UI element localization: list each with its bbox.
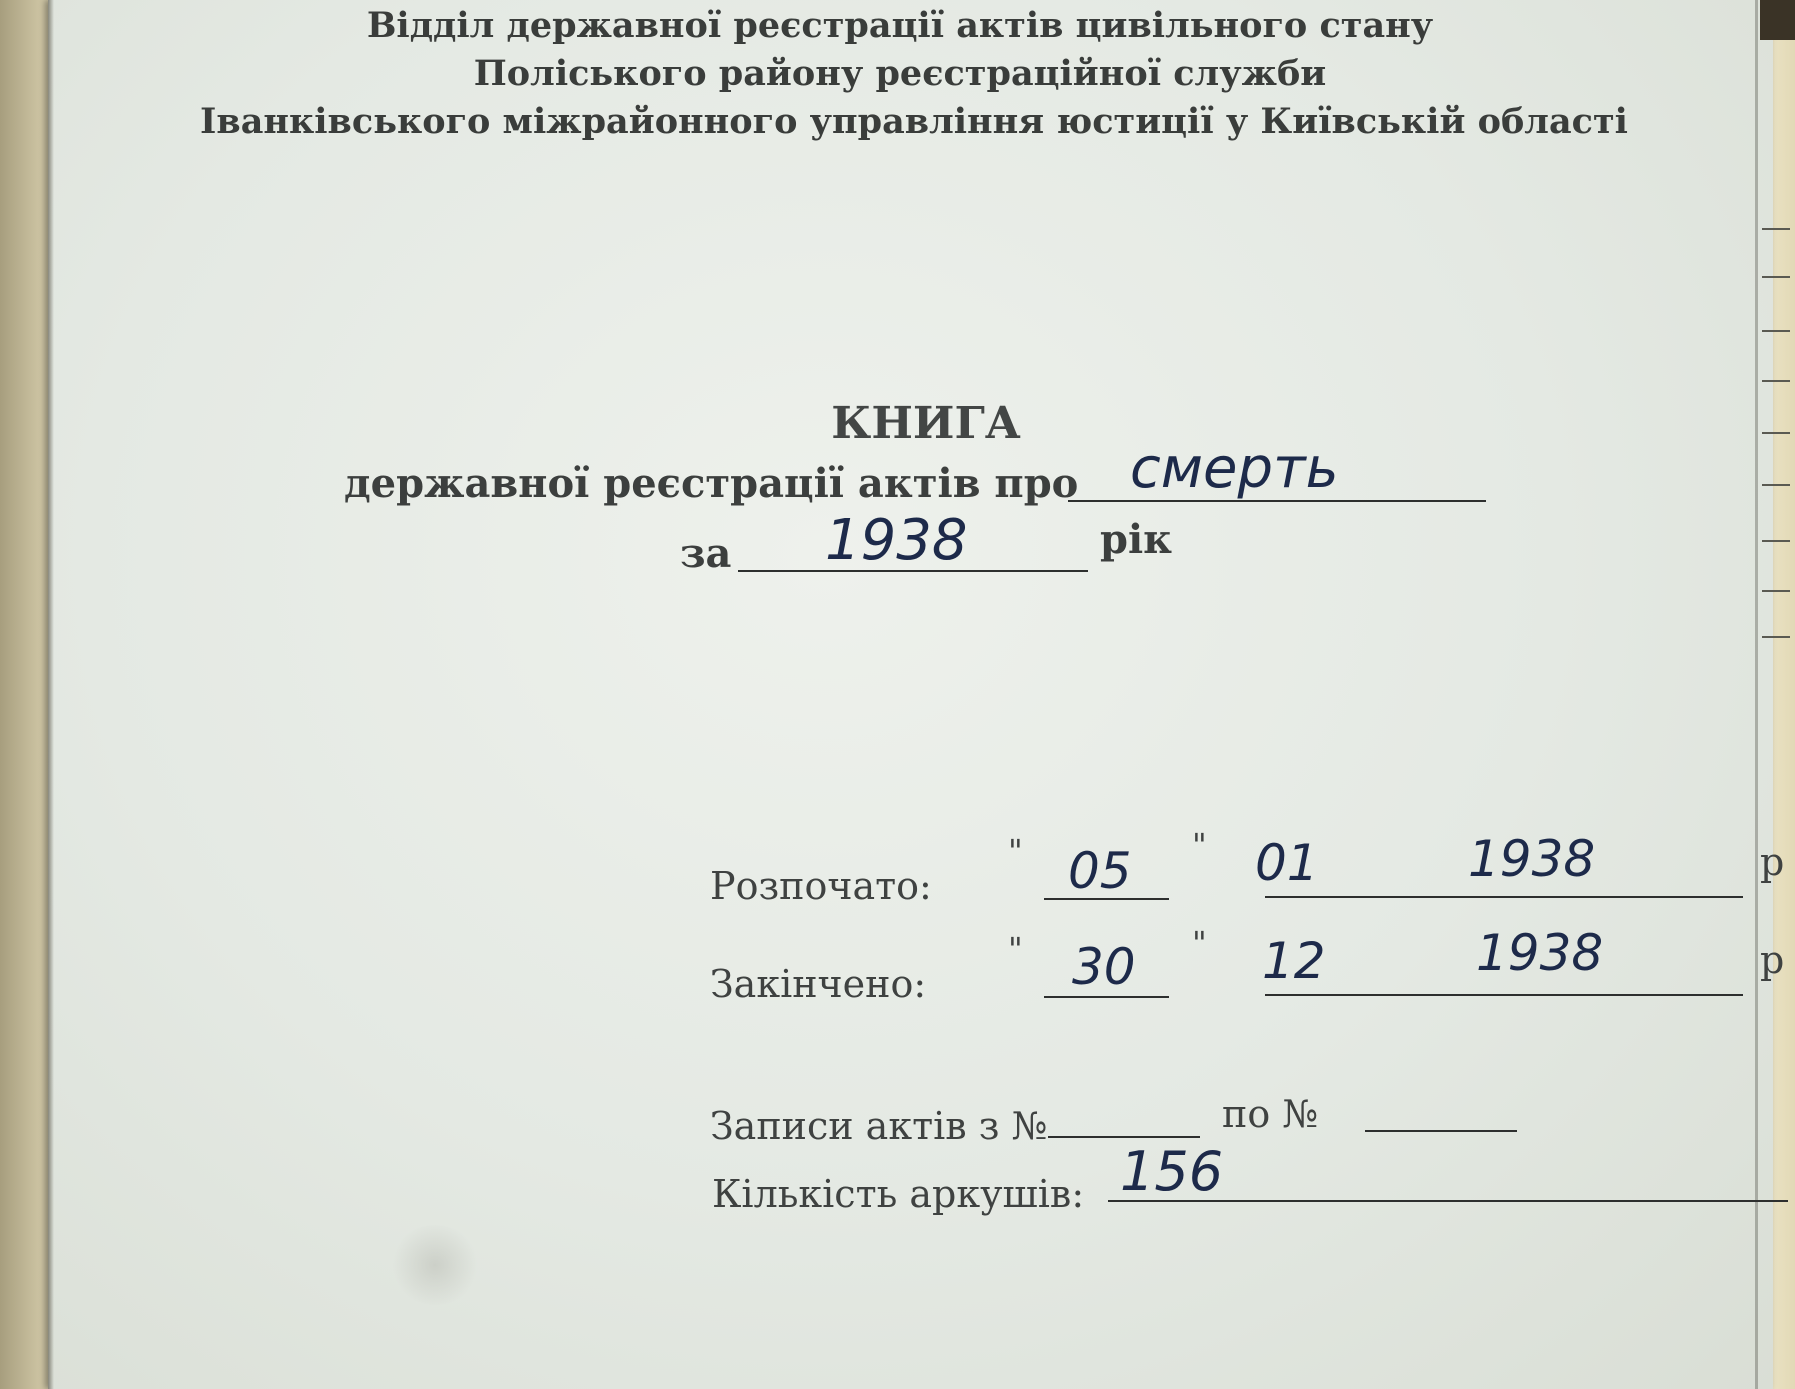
finished-year-value: 1938 [1476, 924, 1604, 982]
margin-tick [1762, 590, 1790, 592]
margin-tick [1762, 484, 1790, 486]
subject-handwritten-value: смерть [1130, 436, 1339, 501]
margin-tick [1762, 636, 1790, 638]
subject-prefix: державної реєстрації актів про [344, 460, 1079, 507]
corner-tab [1760, 0, 1795, 40]
finished-suffix: р [1760, 938, 1785, 982]
started-month-value: 01 [1255, 834, 1319, 892]
started-year-value: 1938 [1468, 830, 1596, 888]
records-to-label: по № [1222, 1092, 1319, 1136]
started-label: Розпочато: [710, 864, 932, 908]
finished-month-value: 12 [1262, 932, 1326, 990]
header-line-3: Іванківського міжрайонного управління юстиції у Київській області [200, 101, 1628, 142]
book-title: КНИГА [831, 398, 1021, 449]
margin-tick [1762, 540, 1790, 542]
records-from-label: Записи актів з № [710, 1104, 1048, 1148]
started-open-quote: " [1008, 832, 1023, 870]
finished-label: Закінчено: [710, 962, 927, 1006]
year-prefix: за [680, 530, 732, 577]
margin-tick [1762, 380, 1790, 382]
margin-tick [1762, 228, 1790, 230]
records-to-blank [1365, 1096, 1517, 1132]
year-suffix: рік [1100, 516, 1173, 563]
finished-day-value: 30 [1072, 938, 1136, 996]
started-day-value: 05 [1068, 842, 1132, 900]
margin-tick [1762, 276, 1790, 278]
sheets-label: Кількість аркушів: [712, 1172, 1085, 1216]
sheets-handwritten-value: 156 [1120, 1140, 1224, 1203]
finished-open-quote: " [1008, 930, 1023, 968]
margin-tick [1762, 330, 1790, 332]
started-close-quote: " [1192, 826, 1207, 864]
issuing-authority-header [200, 2, 1628, 146]
started-suffix: р [1760, 840, 1785, 884]
paper-stain [390, 1225, 480, 1305]
records-from-blank [1048, 1100, 1200, 1138]
finished-close-quote: " [1192, 924, 1207, 962]
page-shadow [48, 0, 54, 1389]
year-handwritten-value: 1938 [825, 508, 968, 573]
header-line-2: Поліського району реєстраційної служби [473, 53, 1327, 94]
header-line-1: Відділ державної реєстрації актів цивільного стану [366, 5, 1434, 46]
